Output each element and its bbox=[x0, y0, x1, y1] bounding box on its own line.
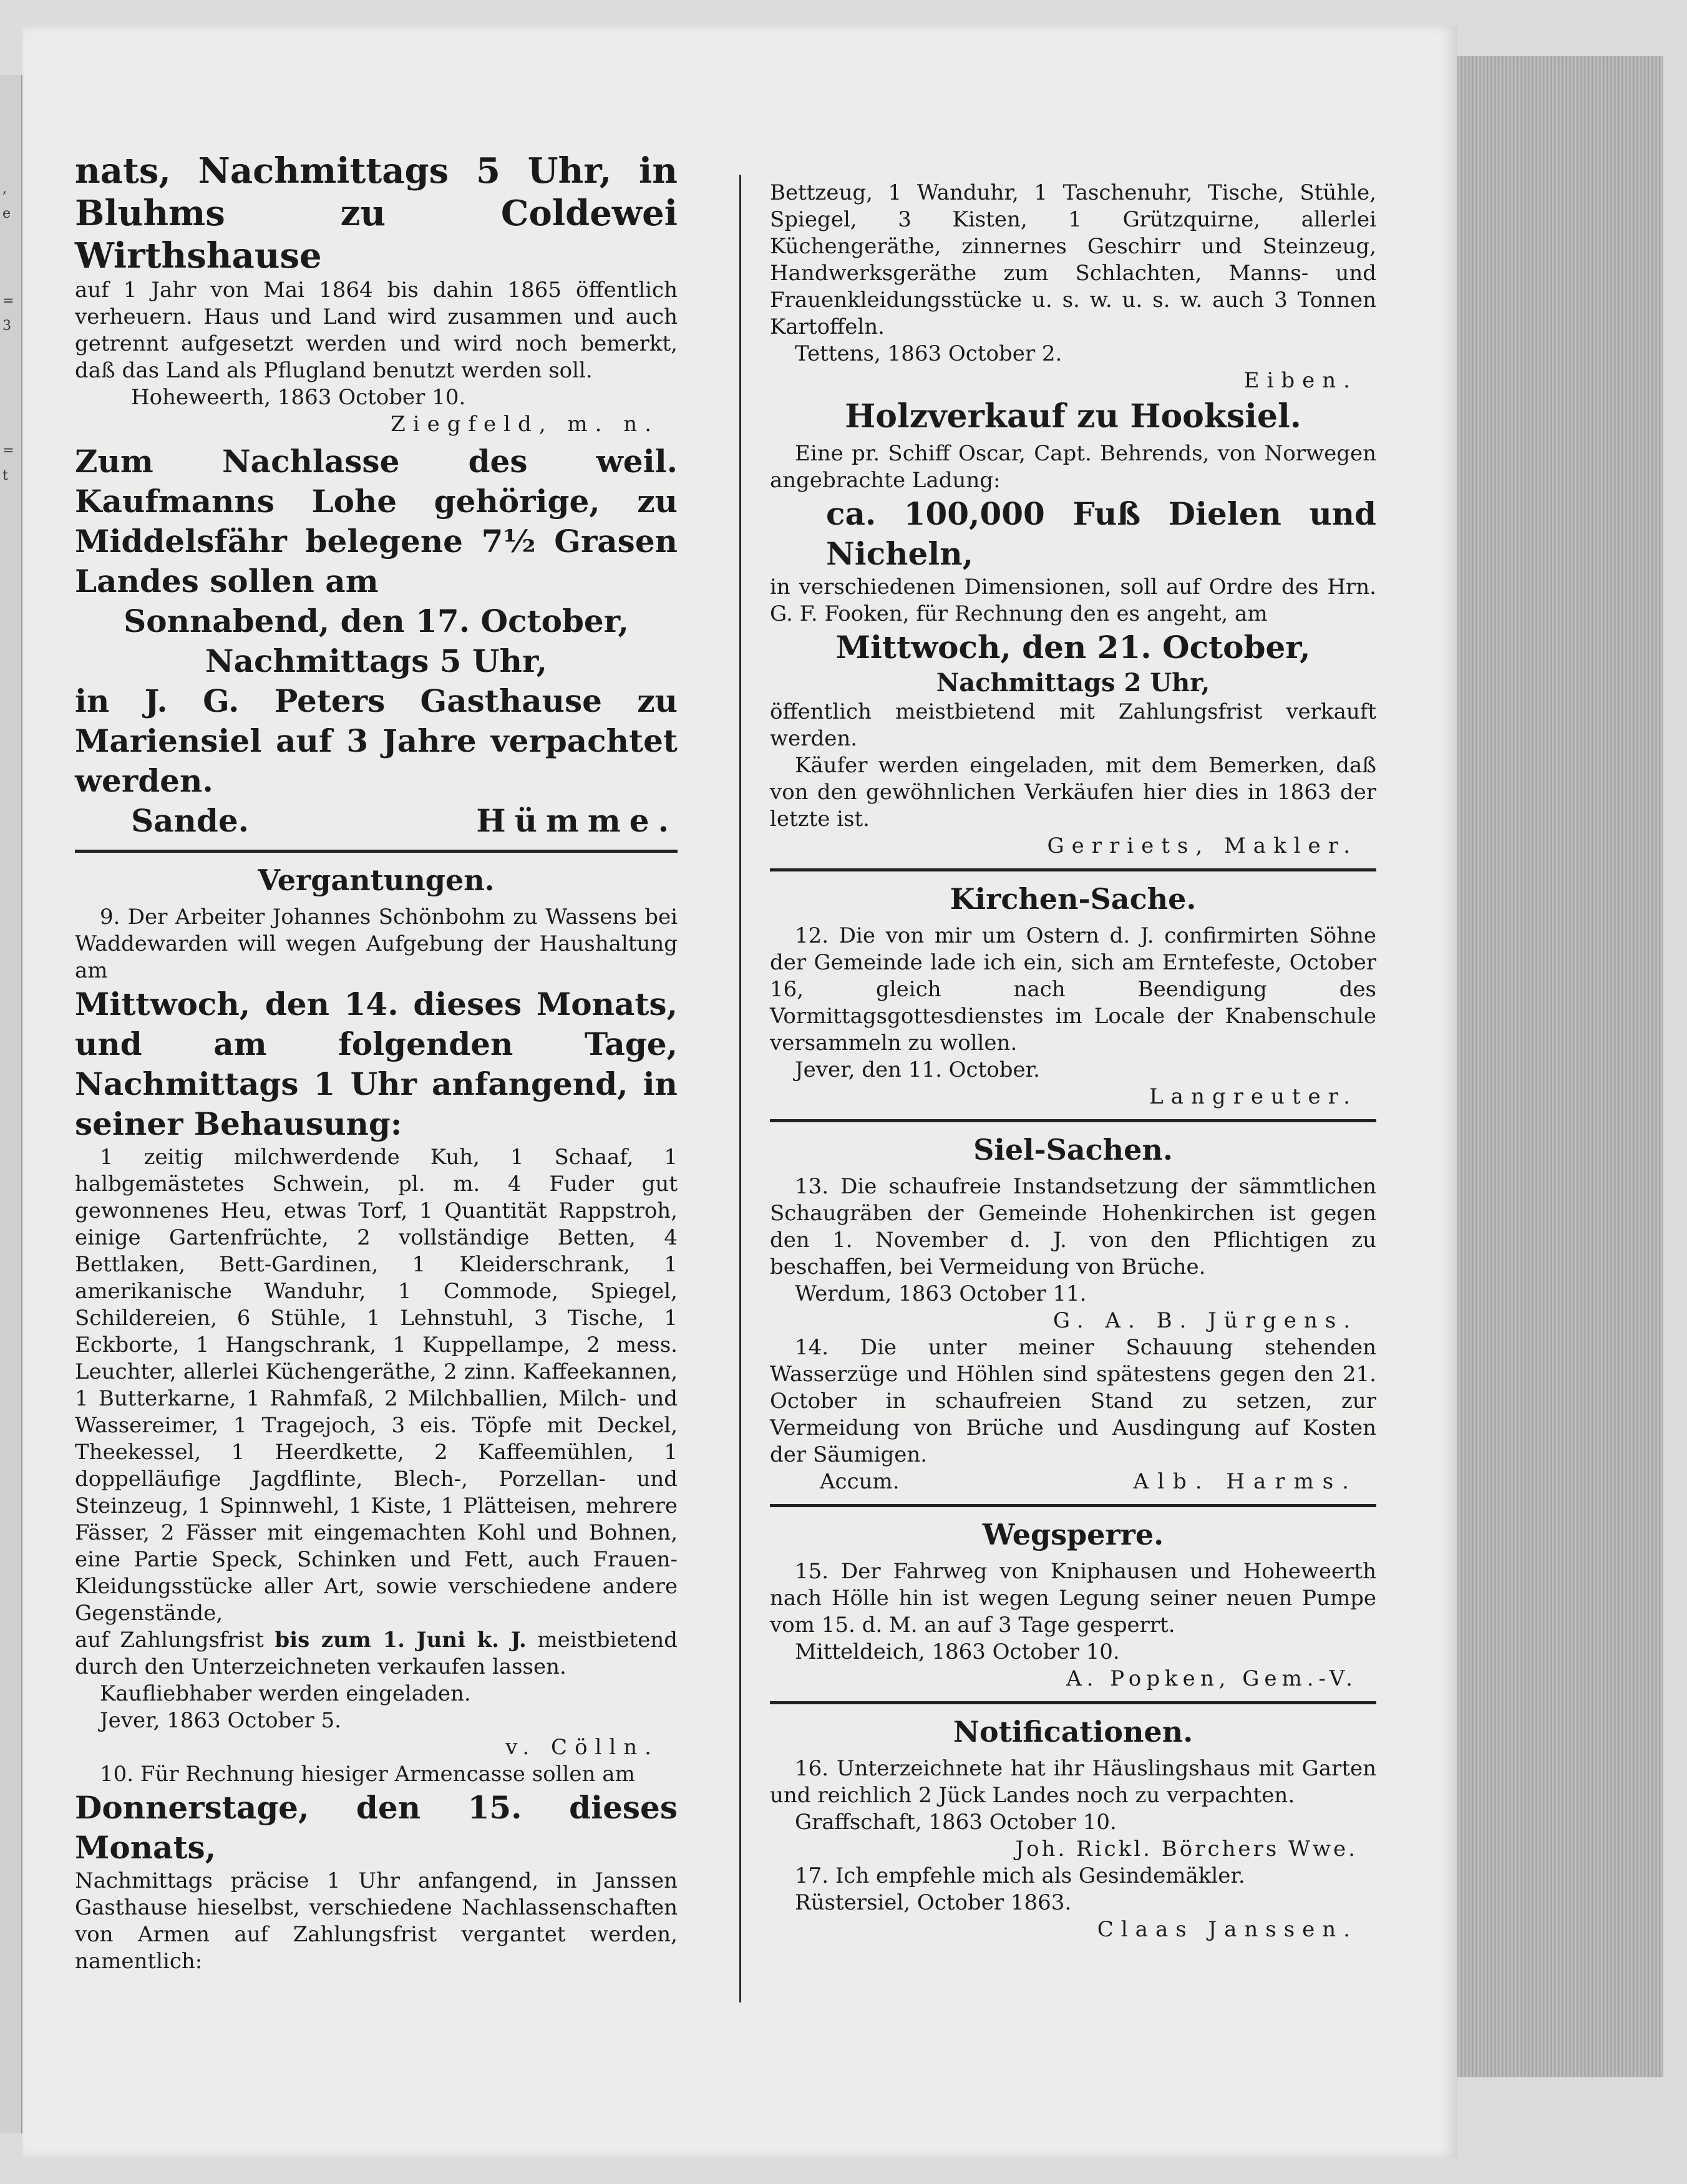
notice-place-date: Jever, den 11. October. bbox=[795, 1057, 1040, 1082]
auction-time: Nachmittags 2 Uhr, bbox=[936, 668, 1210, 697]
notice-text: 12. Die von mir um Ostern d. J. confirmirten Söhne der Gemeinde lade ich ein, sich am Erntefeste, October 16, gleich nach Beendigung des Vormittagsgottesdienstes im Locale der Knabenschule versammeln zu wollen. bbox=[770, 923, 1376, 1056]
right-column bbox=[770, 180, 1376, 1943]
section-title-wegsperre: Wegsperre. bbox=[982, 1518, 1164, 1551]
section-rule bbox=[770, 1119, 1376, 1122]
notice-headline-line: nats, Nachmittags 5 Uhr, in bbox=[75, 150, 678, 192]
notice-signature: Joh. Rickl. Börchers Wwe. bbox=[1015, 1837, 1358, 1861]
column-divider bbox=[739, 175, 741, 2002]
section-rule bbox=[770, 1504, 1376, 1507]
section-title-holzverkauf: Holzverkauf zu Hooksiel. bbox=[845, 397, 1301, 435]
sliver-char: e bbox=[2, 206, 11, 221]
notice-item-list: 1 zeitig milchwerdende Kuh, 1 Schaaf, 1 halbgemästetes Schwein, pl. m. 4 Fuder gut gewonnenes Heu, etwas Torf, 1 Quantität Rappstroh, einige Gartenfrüchte, 2 vollständige Betten, 4 Bettlaken, Bett-Gardinen, 1 Kleiderschrank, 1 amerikanische Wanduhr, 1 Commode, Spiegel, Schildereien, 6 Stühle, 1 Lehnstuhl, 3 Tische, 1 Eckborte, 1 Hangschrank, 1 Kuppellampe, 2 mess. Leuchter, allerlei Küchengeräthe, 2 zinn. Kaffeekannen, 1 Butterkarne, 1 Rahmfaß, 2 Milchballien, Milch- und Wassereimer, 1 Tragejoch, 3 eis. Töpfe mit Deckel, Theekessel, 1 Heerdkette, 2 Kaffeemühlen, 1 doppelläufige Jagdflinte, Blech-, Porzellan- und Steinzeug, 1 Spinnwehl, 1 Kiste, 1 Plätteisen, mehrere Fässer, 2 Fässer mit eingemachten Kohl und Bohnen, eine Partie Speck, Schinken und Fett, auch Frauen-Kleidungsstücke aller Art, sowie verschiedene andere Gegenstände, bbox=[75, 1145, 678, 1626]
notice-place-date: Tettens, 1863 October 2. bbox=[795, 341, 1062, 366]
notice-place-date: Graffschaft, 1863 October 10. bbox=[795, 1810, 1117, 1835]
section-title-siel: Siel-Sachen. bbox=[973, 1133, 1173, 1167]
notice-place-date: Werdum, 1863 October 11. bbox=[795, 1281, 1087, 1306]
book-page-edges bbox=[1454, 56, 1663, 2077]
notice-headline: in J. G. Peters Gasthause zu Mariensiel auf 3 Jahre verpachtet werden. bbox=[75, 682, 678, 799]
terms-deadline: bis zum 1. Juni k. J. bbox=[275, 1628, 527, 1653]
notice-signature: A. Popken, Gem.-V. bbox=[1066, 1666, 1358, 1691]
notice-text: 9. Der Arbeiter Johannes Schönbohm zu Wassens bei Waddewarden will wegen Aufgebung der Haushaltung am bbox=[75, 905, 678, 983]
notice-text: Eine pr. Schiff Oscar, Capt. Behrends, von Norwegen angebrachte Ladung: bbox=[770, 441, 1376, 493]
notice-text: in verschiedenen Dimensionen, soll auf Ordre des Hrn. G. F. Fooken, für Rechnung den es angeht, am bbox=[770, 575, 1376, 626]
auction-time: Nachmittags 5 Uhr, bbox=[205, 643, 548, 679]
notice-text: 13. Die schaufreie Instandsetzung der sämmtlichen Schaugräben der Gemeinde Hohenkirchen ist gegen den 1. November d. J. von den Pflichtigen zu beschaffen, bei Vermeidung von Brüche. bbox=[770, 1174, 1376, 1279]
notice-signature: Alb. Harms. bbox=[1133, 1469, 1358, 1494]
notice-text: Käufer werden eingeladen, mit dem Bemerken, daß von den gewöhnlichen Verkäufen hier dies in 1863 der letzte ist. bbox=[770, 753, 1376, 832]
notice-signature: Langreuter. bbox=[1149, 1084, 1358, 1109]
notice-headline-line: Bluhms zu Coldewei Wirthshause bbox=[75, 193, 678, 276]
notice-headline: ca. 100,000 Fuß Dielen und Nicheln, bbox=[826, 495, 1376, 572]
auction-date: Sonnabend, den 17. October, bbox=[124, 603, 629, 639]
notice-signature: v. Cölln. bbox=[505, 1735, 659, 1760]
notice-terms bbox=[75, 1627, 678, 1681]
notice-place: Sande. bbox=[131, 802, 250, 839]
left-column bbox=[75, 150, 678, 1975]
sliver-char: , bbox=[2, 181, 7, 197]
notice-text: 10. Für Rechnung hiesiger Armencasse sollen am bbox=[100, 1762, 635, 1787]
notice-text: 15. Der Fahrweg von Kniphausen und Hoheweerth nach Hölle hin ist wegen Legung seiner neuen Pumpe vom 15. d. M. an auf 3 Tage gesperrt. bbox=[770, 1559, 1376, 1638]
notice-place-date: Mitteldeich, 1863 October 10. bbox=[795, 1639, 1120, 1664]
sliver-char: 3 bbox=[2, 318, 11, 334]
sliver-char: = bbox=[2, 443, 14, 459]
section-title-notificationen: Notificationen. bbox=[953, 1715, 1194, 1749]
notice-footer bbox=[75, 801, 678, 841]
notice-place: Accum. bbox=[820, 1469, 900, 1494]
notice-text: 16. Unterzeichnete hat ihr Häuslingshaus mit Garten und reichlich 2 Jück Landes noch zu verpachten. bbox=[770, 1756, 1376, 1808]
notice-signature: Eiben. bbox=[1243, 368, 1358, 393]
terms-text: auf Zahlungsfrist bbox=[75, 1628, 264, 1653]
notice-text: 17. Ich empfehle mich als Gesindemäkler. bbox=[795, 1863, 1245, 1888]
section-title-vergantungen: Vergantungen. bbox=[258, 863, 495, 897]
notice-headline: Zum Nachlasse des weil. Kaufmanns Lohe gehörige, zu Middelsfähr belegene 7½ Grasen Landes sollen am bbox=[75, 443, 678, 599]
terms-text: meistbietend durch den Unterzeichneten verkaufen lassen. bbox=[75, 1628, 678, 1679]
notice-text: 14. Die unter meiner Schauung stehenden Wasserzüge und Höhlen sind spätestens gegen den 21. October in schaufreien Stand zu setzen, zur Vermeidung von Brüche und Ausdingung auf Kosten der Säumigen. bbox=[770, 1335, 1376, 1467]
notice-signature: Hümme. bbox=[476, 802, 678, 839]
newspaper-page bbox=[22, 25, 1457, 2158]
notice-place-date: Rüstersiel, October 1863. bbox=[795, 1890, 1072, 1915]
notice-text: öffentlich meistbietend mit Zahlungsfrist verkauft werden. bbox=[770, 699, 1376, 751]
section-rule bbox=[770, 868, 1376, 871]
notice-signature: Ziegfeld, m. n. bbox=[391, 412, 659, 437]
sliver-char: t bbox=[2, 468, 8, 483]
notice-place-date: Hoheweerth, 1863 October 10. bbox=[131, 385, 466, 410]
notice-footer bbox=[770, 1468, 1376, 1495]
notice-place-date: Jever, 1863 October 5. bbox=[100, 1708, 341, 1733]
previous-page-edge bbox=[0, 75, 22, 2133]
section-rule bbox=[75, 850, 678, 853]
notice-item-list: Bettzeug, 1 Wanduhr, 1 Taschenuhr, Tische, Stühle, Spiegel, 3 Kisten, 1 Grützquirne, allerlei Küchengeräthe, zinnernes Geschirr und Steinzeug, Handwerksgeräthe zum Schlachten, Manns- und Frauenkleidungsstücke u. s. w. u. s. w. auch 3 Tonnen Kartoffeln. bbox=[770, 180, 1376, 339]
notice-text: auf 1 Jahr von Mai 1864 bis dahin 1865 öffentlich verheuern. Haus und Land wird zusammen und auch getrennt aufgesetzt werden und wird noch bemerkt, daß das Land als Pflugland benutzt werden soll. bbox=[75, 278, 678, 383]
section-title-kirchen: Kirchen-Sache. bbox=[950, 882, 1197, 916]
auction-date: Mittwoch, den 21. October, bbox=[835, 629, 1311, 666]
notice-headline: Donnerstage, den 15. dieses Monats, bbox=[75, 1789, 678, 1866]
notice-signature: Claas Janssen. bbox=[1097, 1917, 1358, 1942]
notice-text: Kaufliebhaber werden eingeladen. bbox=[100, 1681, 471, 1706]
notice-signature: G. A. B. Jürgens. bbox=[1053, 1308, 1358, 1333]
notice-headline: Mittwoch, den 14. dieses Monats, und am folgenden Tage, Nachmittags 1 Uhr anfangend, in seiner Behausung: bbox=[75, 986, 678, 1142]
sliver-char: = bbox=[2, 293, 14, 309]
notice-text: Nachmittags präcise 1 Uhr anfangend, in Janssen Gasthause hieselbst, verschiedene Nachlassenschaften von Armen auf Zahlungsfrist vergantet werden, namentlich: bbox=[75, 1868, 678, 1974]
notice-signature: Gerriets, Makler. bbox=[1047, 833, 1358, 858]
section-rule bbox=[770, 1701, 1376, 1704]
